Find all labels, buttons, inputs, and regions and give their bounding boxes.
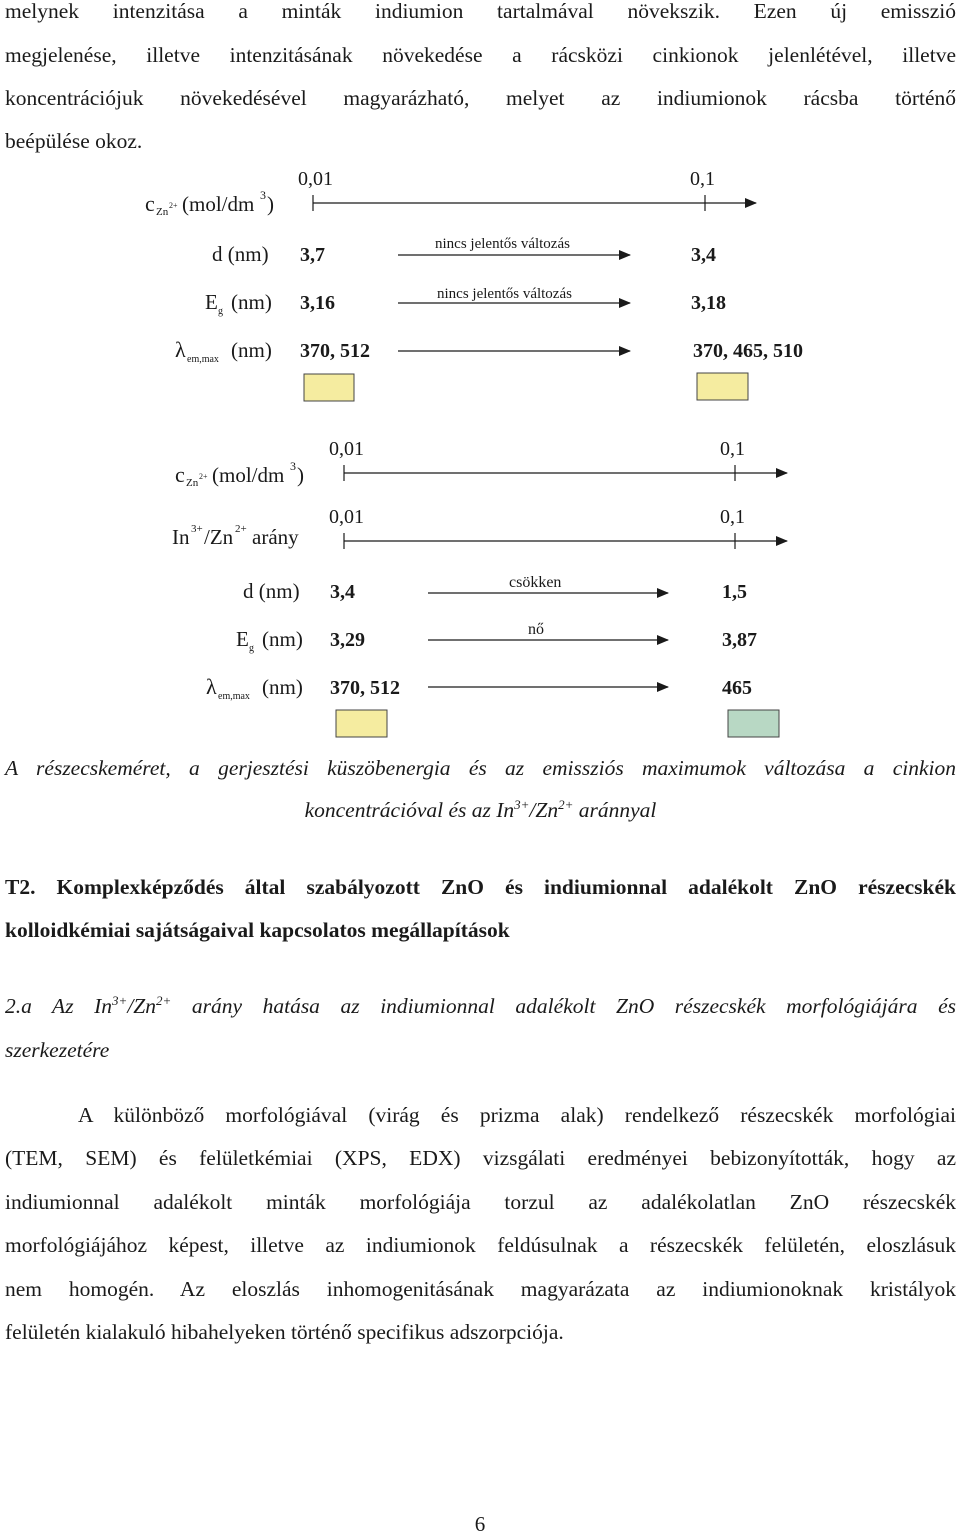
d2-conc-sup: 2+ bbox=[199, 472, 208, 481]
d1-swatch-left bbox=[304, 374, 354, 401]
subheading-text-b: /Zn bbox=[127, 994, 157, 1018]
d1-tick-low-label: 0,01 bbox=[298, 168, 333, 190]
d2-row-lambda-prefix: λ bbox=[206, 674, 217, 699]
page-number: 6 bbox=[474, 1512, 486, 1536]
body-line-3: indiumionnal adalékolt minták morfológiája torzul az adalékolatlan ZnO részecskék bbox=[5, 1190, 956, 1214]
d1-swatch-right bbox=[697, 373, 748, 400]
intro-line-1: melynek intenzitása a minták indiumion tartalmával növekszik. Ezen új emisszió bbox=[5, 0, 956, 23]
d2-ratio-tick-high-label: 0,1 bbox=[720, 506, 745, 528]
d1-row-eg-middle: nincs jelentős változás bbox=[437, 286, 572, 302]
d1-row-eg-prefix: E bbox=[205, 290, 218, 314]
intro-line-3: koncentrációjuk növekedésével magyarázható, melyet az indiumionok rácsba történő bbox=[5, 86, 956, 110]
subheading-sup-2: 2+ bbox=[156, 992, 172, 1008]
d2-row-lambda-right: 465 bbox=[722, 677, 752, 699]
d1-row-lambda-label: (nm) bbox=[231, 338, 272, 362]
intro-line-2: megjelenése, illetve intenzitásának növekedése a rácsközi cinkionok jelenlétével, illetve bbox=[5, 43, 956, 67]
d2-row-d-left: 3,4 bbox=[330, 581, 355, 603]
d2-conc-sub: Zn bbox=[186, 477, 199, 489]
figure-caption-line-2 bbox=[5, 796, 956, 824]
d2-row-eg-right: 3,87 bbox=[722, 629, 757, 651]
d1-row-d-label: d (nm) bbox=[212, 242, 269, 266]
d2-conc-close: ) bbox=[297, 463, 304, 487]
d2-row-eg-label: (nm) bbox=[262, 627, 303, 651]
d2-ratio-in: In bbox=[172, 525, 190, 549]
d1-row-lambda-prefix: λ bbox=[175, 337, 186, 362]
d1-conc-c: c bbox=[145, 191, 155, 216]
diagram-ratio-effect bbox=[0, 425, 960, 745]
d1-row-eg-sub: g bbox=[218, 306, 223, 317]
d2-conc-c: c bbox=[175, 462, 185, 487]
caption-sup-1: 3+ bbox=[514, 796, 530, 812]
d2-ratio-zn: /Zn bbox=[204, 525, 234, 549]
subsection-heading-line-1 bbox=[5, 992, 956, 1020]
d1-conc-close: ) bbox=[267, 192, 274, 216]
caption-text-c: aránnyal bbox=[573, 798, 657, 822]
subsection-heading-line-2: szerkezetére bbox=[5, 1038, 110, 1062]
body-line-5: nem homogén. Az eloszlás inhomogenitásának magyarázata az indiumionoknak kristályok bbox=[5, 1277, 956, 1301]
d2-row-eg-sub: g bbox=[249, 643, 254, 654]
d1-conc-sup: 2+ bbox=[169, 201, 178, 210]
d1-row-eg-label: (nm) bbox=[231, 290, 272, 314]
d2-row-eg-middle: nő bbox=[528, 621, 544, 638]
d2-row-lambda-sub: em,max bbox=[218, 691, 250, 702]
d2-ratio-word: arány bbox=[252, 525, 299, 549]
subheading-sup-1: 3+ bbox=[112, 992, 128, 1008]
d1-row-lambda-sub: em,max bbox=[187, 354, 219, 365]
body-line-4: morfológiájához képest, illetve az indiumionok feldúsulnak a részecskék felületén, eloszlásuk bbox=[5, 1233, 956, 1257]
d2-row-lambda-label: (nm) bbox=[262, 675, 303, 699]
d2-row-d-middle: csökken bbox=[509, 574, 562, 591]
d2-tick-high-label: 0,1 bbox=[720, 438, 745, 460]
intro-line-4: beépülése okoz. bbox=[5, 129, 143, 153]
caption-text-b: /Zn bbox=[529, 798, 559, 822]
section-heading-line-2: kolloidkémiai sajátságaival kapcsolatos megállapítások bbox=[5, 918, 510, 942]
d2-conc-unit-sup: 3 bbox=[290, 459, 296, 473]
d1-conc-sub: Zn bbox=[156, 206, 169, 218]
d2-row-d-right: 1,5 bbox=[722, 581, 747, 603]
d1-row-lambda-left: 370, 512 bbox=[300, 340, 370, 362]
d2-row-d-label: d (nm) bbox=[243, 579, 300, 603]
d1-row-d-left: 3,7 bbox=[300, 244, 325, 266]
d2-row-lambda-left: 370, 512 bbox=[330, 677, 400, 699]
section-heading-line-1: T2. Komplexképződés által szabályozott ZnO és indiumionnal adalékolt ZnO részecskék bbox=[5, 875, 956, 899]
body-line-1: A különböző morfológiával (virág és prizma alak) rendelkező részecskék morfológiai bbox=[78, 1103, 956, 1127]
d2-ratio-tick-low-label: 0,01 bbox=[329, 506, 364, 528]
diagram-concentration-effect bbox=[0, 155, 960, 415]
caption-sup-2: 2+ bbox=[558, 796, 574, 812]
d2-conc-unit: (mol/dm bbox=[212, 463, 285, 487]
d2-row-eg-left: 3,29 bbox=[330, 629, 365, 651]
d2-tick-low-label: 0,01 bbox=[329, 438, 364, 460]
d2-ratio-zn-sup: 2+ bbox=[235, 523, 247, 535]
figure-caption-line-1: A részecskeméret, a gerjesztési küszöbenergia és az emissziós maximumok változása a cinkion bbox=[5, 756, 956, 780]
caption-text-a: koncentrációval és az In bbox=[304, 798, 515, 822]
d2-swatch-left bbox=[336, 710, 387, 737]
body-line-2: (TEM, SEM) és felületkémiai (XPS, EDX) vizsgálati eredményei bebizonyították, hogy az bbox=[5, 1146, 956, 1170]
d1-row-eg-left: 3,16 bbox=[300, 292, 335, 314]
d1-row-d-right: 3,4 bbox=[691, 244, 716, 266]
subheading-text-a: 2.a Az In bbox=[5, 994, 113, 1018]
d2-swatch-right bbox=[728, 710, 779, 737]
d1-row-d-middle: nincs jelentős változás bbox=[435, 236, 570, 252]
d2-row-eg-prefix: E bbox=[236, 627, 249, 651]
d1-conc-unit-sup: 3 bbox=[260, 188, 266, 202]
d1-conc-unit: (mol/dm bbox=[182, 192, 255, 216]
d2-ratio-in-sup: 3+ bbox=[191, 523, 203, 535]
d1-row-eg-right: 3,18 bbox=[691, 292, 726, 314]
d1-tick-high-label: 0,1 bbox=[690, 168, 715, 190]
d1-row-lambda-right: 370, 465, 510 bbox=[693, 340, 803, 362]
body-line-6: felületén kialakuló hibahelyeken történő specifikus adszorpciója. bbox=[5, 1320, 564, 1344]
subheading-text-c: arány hatása az indiumionnal adalékolt ZnO részecskék morfológiájára és bbox=[171, 994, 956, 1018]
